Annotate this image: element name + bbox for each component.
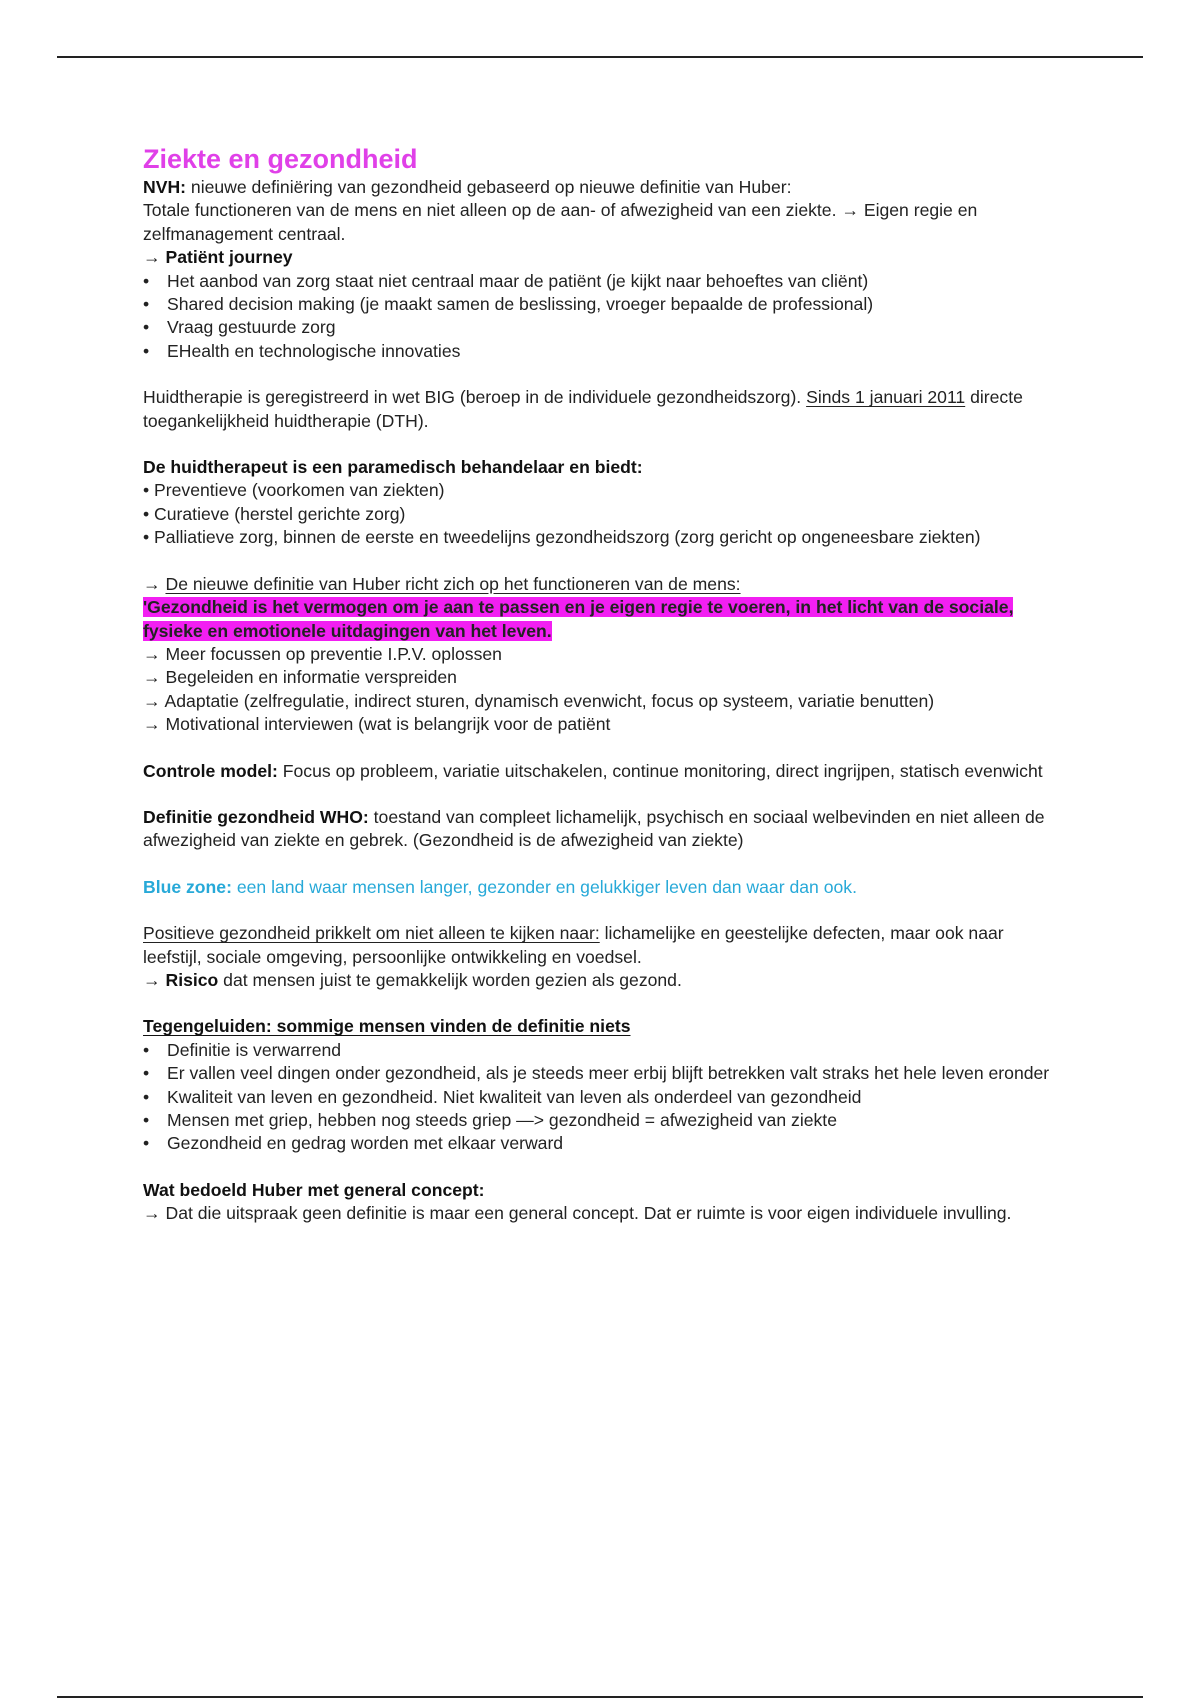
list-item: • Mensen met griep, hebben nog steeds griep —> gezondheid = afwezigheid van ziekte (143, 1109, 1063, 1132)
counter-list (143, 1039, 1063, 1156)
list-item: • EHealth en technologische innovaties (143, 340, 1063, 363)
list-item: • Er vallen veel dingen onder gezondheid, als je steeds meer erbij blijft betrekken valt straks het hele leven eronder (143, 1062, 1063, 1085)
general-heading: Wat bedoeld Huber met general concept: (143, 1179, 485, 1200)
big-paragraph: Huidtherapie is geregistreerd in wet BIG (beroep in de individuele gezondheidszorg). Sinds 1 januari 2011 directe toegankelijkheid huidtherapie (DTH). (143, 387, 1023, 431)
arrow-icon: → (143, 1203, 166, 1224)
top-rule (57, 56, 1143, 58)
blue-zone-paragraph: Blue zone: een land waar mensen langer, gezonder en gelukkiger leven dan waar dan ook. (143, 876, 857, 897)
journey-title: Patiënt journey (165, 247, 293, 268)
counter-heading: Tegengeluiden: sommige mensen vinden de definitie niets (143, 1016, 631, 1037)
risk-line: → Risico dat mensen juist te gemakkelijk worden gezien als gezond. (143, 969, 682, 990)
list-item: → Meer focussen op preventie I.P.V. oplossen (143, 643, 502, 664)
who-paragraph: Definitie gezondheid WHO: toestand van compleet lichamelijk, psychisch en sociaal welbevinden en niet alleen de afwezigheid van ziekte en gebrek. (Gezondheid is de afwezigheid van ziekte) (143, 806, 1045, 851)
journey-heading (143, 246, 1063, 269)
list-item: • Shared decision making (je maakt samen de beslissing, vroeger bepaalde de professional) (143, 293, 1063, 316)
list-item: • Gezondheid en gedrag worden met elkaar verward (143, 1132, 1063, 1155)
list-item: → Adaptatie (zelfregulatie, indirect sturen, dynamisch evenwicht, focus op systeem, variatie benutten) (143, 690, 935, 711)
general-text: → Dat die uitspraak geen definitie is maar een general concept. Dat er ruimte is voor eigen individuele invulling. (143, 1203, 1012, 1224)
list-item: • Definitie is verwarrend (143, 1039, 1063, 1062)
controle-paragraph: Controle model: Focus op probleem, variatie uitschakelen, continue monitoring, direct ingrijpen, statisch evenwicht (143, 760, 1043, 781)
huber-heading: → De nieuwe definitie van Huber richt zich op het functioneren van de mens: (143, 573, 741, 594)
positive-paragraph: Positieve gezondheid prikkelt om niet alleen te kijken naar: lichamelijke en geestelijke defecten, maar ook naar leefstijl, sociale omgeving, persoonlijke ontwikkeling en voedsel. (143, 923, 1004, 967)
nvh-text: nieuwe definiëring van gezondheid gebaseerd op nieuwe definitie van Huber: (186, 177, 792, 197)
list-item: • Curatieve (herstel gerichte zorg) (143, 503, 406, 524)
list-item: • Het aanbod van zorg staat niet centraal maar de patiënt (je kijkt naar behoeftes van cliënt) (143, 270, 1063, 293)
list-item: • Kwaliteit van leven en gezondheid. Niet kwaliteit van leven als onderdeel van gezondheid (143, 1086, 1063, 1109)
nvh-line2: Totale functioneren van de mens en niet alleen op de aan- of afwezigheid van een ziekte. → Eigen regie en zelfmanagement centraal. (143, 200, 978, 244)
list-item: • Preventieve (voorkomen van ziekten) (143, 480, 445, 501)
huber-quote: 'Gezondheid is het vermogen om je aan te passen en je eigen regie te voeren, in het licht van de sociale, fysieke en emotionele uitdagingen van het leven. (143, 597, 1014, 641)
nvh-paragraph (143, 176, 1063, 199)
list-item: • Palliatieve zorg, binnen de eerste en tweedelijns gezondheidszorg (zorg gericht op ongeneesbare ziekten) (143, 527, 981, 548)
document-body (143, 142, 1063, 1226)
page-title: Ziekte en gezondheid (143, 144, 418, 174)
journey-list (143, 270, 1063, 364)
nvh-label: NVH: (143, 177, 187, 197)
list-item: → Begeleiden en informatie verspreiden (143, 667, 457, 688)
big-date: Sinds 1 januari 2011 (806, 387, 966, 408)
list-item: • Vraag gestuurde zorg (143, 316, 1063, 339)
list-item: → Motivational interviewen (wat is belangrijk voor de patiënt (143, 714, 611, 735)
arrow-icon: → (143, 969, 166, 990)
bottom-rule (57, 1696, 1143, 1698)
therapist-heading: De huidtherapeut is een paramedisch behandelaar en biedt: (143, 457, 643, 478)
arrow-icon: → (143, 573, 166, 594)
arrow-icon: → (143, 247, 166, 268)
